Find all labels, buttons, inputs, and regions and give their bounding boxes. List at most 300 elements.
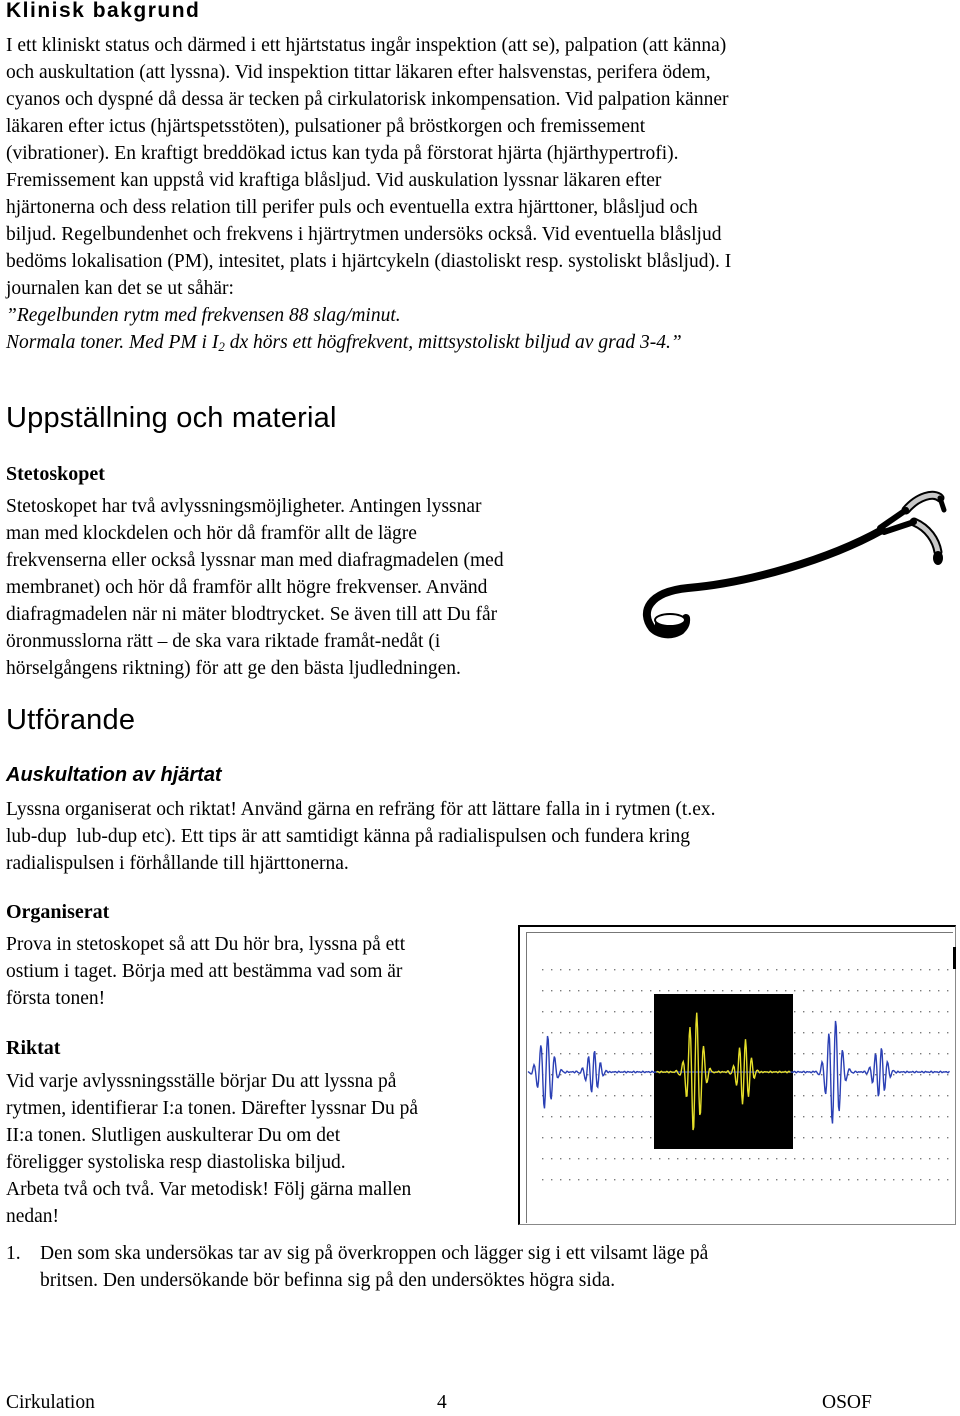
page-number: 4 xyxy=(437,1392,447,1413)
grid-dot xyxy=(551,1011,552,1012)
grid-dot xyxy=(560,1095,561,1096)
grid-dot xyxy=(911,1137,912,1138)
grid-dot xyxy=(578,1011,579,1012)
grid-dot xyxy=(857,1137,858,1138)
grid-dot xyxy=(641,1095,642,1096)
grid-dot xyxy=(866,1053,867,1054)
grid-dot xyxy=(902,1179,903,1180)
grid-dot xyxy=(722,969,723,970)
grid-dot xyxy=(587,1137,588,1138)
grid-dot xyxy=(857,990,858,991)
grid-dot xyxy=(578,969,579,970)
stethoscope-line: hörselgångens riktning) för att ge den bästa ljudledningen. xyxy=(6,658,461,679)
grid-dot xyxy=(596,1116,597,1117)
grid-dot xyxy=(668,1158,669,1159)
grid-dot xyxy=(605,1137,606,1138)
grid-dot xyxy=(929,1053,930,1054)
grid-dot xyxy=(839,1053,840,1054)
grid-dot xyxy=(938,969,939,970)
clinical-line: I ett kliniskt status och därmed i ett hjärtstatus ingår inspektion (att se), palpation (att känna) xyxy=(6,35,727,56)
grid-dot xyxy=(578,1137,579,1138)
grid-dot xyxy=(821,990,822,991)
grid-dot xyxy=(560,1011,561,1012)
grid-dot xyxy=(803,1053,804,1054)
grid-dot xyxy=(839,969,840,970)
grid-dot xyxy=(821,1137,822,1138)
grid-dot xyxy=(551,969,552,970)
grid-dot xyxy=(776,1158,777,1159)
grid-dot xyxy=(740,990,741,991)
grid-dot xyxy=(632,1137,633,1138)
grid-dot xyxy=(677,1158,678,1159)
grid-dot xyxy=(749,1179,750,1180)
grid-dot xyxy=(920,1158,921,1159)
grid-dot xyxy=(875,969,876,970)
organized-paragraph xyxy=(6,931,405,1012)
grid-dot xyxy=(542,1179,543,1180)
grid-dot xyxy=(569,1116,570,1117)
grid-dot xyxy=(551,990,552,991)
grid-dot xyxy=(812,1074,813,1075)
grid-dot xyxy=(875,1179,876,1180)
grid-dot xyxy=(614,1158,615,1159)
grid-dot xyxy=(677,969,678,970)
grid-dot xyxy=(929,1095,930,1096)
section-heading-procedure: Utförande xyxy=(6,704,136,736)
grid-dot xyxy=(893,1116,894,1117)
quote-murmur-text: dx hörs ett högfrekvent, mittsystoliskt biljud av grad 3-4.” xyxy=(224,332,682,353)
grid-dot xyxy=(569,969,570,970)
grid-dot xyxy=(875,1074,876,1075)
grid-dot xyxy=(587,969,588,970)
grid-dot xyxy=(560,969,561,970)
grid-dot xyxy=(812,1032,813,1033)
grid-dot xyxy=(794,1074,795,1075)
grid-dot xyxy=(920,1011,921,1012)
grid-dot xyxy=(587,990,588,991)
grid-dot xyxy=(893,1011,894,1012)
grid-dot xyxy=(677,990,678,991)
grid-dot xyxy=(578,1074,579,1075)
grid-dot xyxy=(614,1011,615,1012)
grid-dot xyxy=(947,1095,948,1096)
grid-dot xyxy=(821,969,822,970)
grid-dot xyxy=(713,969,714,970)
grid-dot xyxy=(731,969,732,970)
grid-dot xyxy=(875,1137,876,1138)
grid-dot xyxy=(947,1011,948,1012)
grid-dot xyxy=(884,1095,885,1096)
grid-dot xyxy=(911,1095,912,1096)
subheading-organized: Organiserat xyxy=(6,901,110,923)
grid-dot xyxy=(884,1137,885,1138)
grid-dot xyxy=(767,969,768,970)
grid-dot xyxy=(884,990,885,991)
grid-dot xyxy=(596,1137,597,1138)
grid-dot xyxy=(569,1032,570,1033)
clinical-line: bedöms lokalisation (PM), intesitet, plats i hjärtcykeln (diastoliskt resp. systoliskt blåsljud). I xyxy=(6,251,732,272)
grid-dot xyxy=(551,1116,552,1117)
grid-dot xyxy=(686,990,687,991)
stethoscope-line: Stetoskopet har två avlyssningsmöjligheter. Antingen lyssnar xyxy=(6,496,482,517)
grid-dot xyxy=(632,1032,633,1033)
grid-dot xyxy=(839,1032,840,1033)
grid-dot xyxy=(650,1074,651,1075)
grid-dot xyxy=(830,969,831,970)
grid-dot xyxy=(947,990,948,991)
grid-dot xyxy=(839,1179,840,1180)
grid-dot xyxy=(884,1053,885,1054)
organized-line: Prova in stetoskopet så att Du hör bra, lyssna på ett xyxy=(6,934,406,955)
list-item-line: britsen. Den undersökande bör befinna sig på den undersöktes högra sida. xyxy=(40,1270,616,1291)
grid-dot xyxy=(893,990,894,991)
organized-line: ostium i taget. Börja med att bestämma vad som är xyxy=(6,961,403,982)
grid-dot xyxy=(803,1011,804,1012)
grid-dot xyxy=(749,969,750,970)
grid-dot xyxy=(857,1032,858,1033)
grid-dot xyxy=(929,1032,930,1033)
auscultation-line: Lyssna organiserat och riktat! Använd gärna en refräng för att lättare falla in i rytmen (t.ex. xyxy=(6,799,716,820)
grid-dot xyxy=(731,1179,732,1180)
grid-dot xyxy=(947,1116,948,1117)
grid-dot xyxy=(704,1158,705,1159)
directed-line: föreligger systoliska resp diastoliska biljud. xyxy=(6,1152,346,1173)
grid-dot xyxy=(659,1158,660,1159)
grid-dot xyxy=(731,1158,732,1159)
grid-dot xyxy=(749,990,750,991)
grid-dot xyxy=(641,969,642,970)
grid-dot xyxy=(551,1032,552,1033)
grid-dot xyxy=(812,1053,813,1054)
directed-line: nedan! xyxy=(6,1206,60,1227)
grid-dot xyxy=(812,990,813,991)
grid-dot xyxy=(821,1116,822,1117)
grid-dot xyxy=(542,969,543,970)
grid-dot xyxy=(758,990,759,991)
grid-dot xyxy=(794,1053,795,1054)
grid-dot xyxy=(614,1095,615,1096)
grid-dot xyxy=(605,990,606,991)
grid-dot xyxy=(605,1095,606,1096)
grid-dot xyxy=(596,1179,597,1180)
grid-dot xyxy=(839,1011,840,1012)
subheading-stethoscope: Stetoskopet xyxy=(6,463,105,485)
grid-dot xyxy=(641,990,642,991)
grid-dot xyxy=(632,1074,633,1075)
auscultation-line: radialispulsen i förhållande till hjärttonerna. xyxy=(6,853,349,874)
grid-dot xyxy=(848,1116,849,1117)
stethoscope-illustration xyxy=(628,488,958,653)
grid-dot xyxy=(713,1179,714,1180)
stethoscope-line: öronmusslorna rätt – de ska vara riktade framåt-nedåt (i xyxy=(6,631,441,652)
grid-dot xyxy=(920,1095,921,1096)
phonocardiogram-figure xyxy=(518,925,956,1225)
grid-dot xyxy=(839,1116,840,1117)
grid-dot xyxy=(866,1095,867,1096)
grid-dot xyxy=(893,969,894,970)
grid-dot xyxy=(902,1074,903,1075)
grid-dot xyxy=(686,1179,687,1180)
grid-dot xyxy=(848,1179,849,1180)
grid-dot xyxy=(920,990,921,991)
stethoscope-line: membranet) och hör då framför allt högre frekvenser. Använd xyxy=(6,577,488,598)
grid-dot xyxy=(785,990,786,991)
grid-dot xyxy=(650,1053,651,1054)
grid-dot xyxy=(614,990,615,991)
grid-dot xyxy=(578,1116,579,1117)
grid-dot xyxy=(857,1053,858,1054)
grid-dot xyxy=(560,1053,561,1054)
stethoscope-paragraph xyxy=(6,493,504,682)
list-item xyxy=(40,1240,708,1294)
grid-dot xyxy=(623,1011,624,1012)
grid-dot xyxy=(794,969,795,970)
grid-dot xyxy=(551,1179,552,1180)
grid-dot xyxy=(830,1179,831,1180)
grid-dot xyxy=(623,969,624,970)
grid-dot xyxy=(884,1032,885,1033)
grid-dot xyxy=(686,969,687,970)
grid-dot xyxy=(920,1053,921,1054)
grid-dot xyxy=(803,1179,804,1180)
grid-dot xyxy=(929,1179,930,1180)
grid-dot xyxy=(893,1074,894,1075)
grid-dot xyxy=(911,1074,912,1075)
grid-dot xyxy=(542,1116,543,1117)
grid-dot xyxy=(947,1137,948,1138)
grid-dot xyxy=(866,1011,867,1012)
grid-dot xyxy=(821,1074,822,1075)
grid-dot xyxy=(560,1116,561,1117)
grid-dot xyxy=(875,1158,876,1159)
grid-dot xyxy=(740,1179,741,1180)
grid-dot xyxy=(605,1011,606,1012)
directed-line: II:a tonen. Slutligen auskulterar Du om det xyxy=(6,1125,341,1146)
grid-dot xyxy=(605,969,606,970)
organized-line: första tonen! xyxy=(6,988,106,1009)
footer-right: OSOF xyxy=(822,1392,872,1413)
grid-dot xyxy=(938,1179,939,1180)
grid-dot xyxy=(938,1158,939,1159)
grid-dot xyxy=(632,1179,633,1180)
grid-dot xyxy=(542,1011,543,1012)
clinical-line: hjärtonerna och dess relation till perifer puls och eventuella extra hjärttoner, blåsljud och xyxy=(6,197,698,218)
grid-dot xyxy=(704,969,705,970)
grid-dot xyxy=(929,990,930,991)
grid-dot xyxy=(938,990,939,991)
grid-dot xyxy=(605,1179,606,1180)
grid-dot xyxy=(911,969,912,970)
grid-dot xyxy=(812,1158,813,1159)
grid-dot xyxy=(641,1137,642,1138)
grid-dot xyxy=(614,1053,615,1054)
grid-dot xyxy=(902,1137,903,1138)
grid-dot xyxy=(578,1095,579,1096)
grid-dot xyxy=(947,1158,948,1159)
grid-dot xyxy=(821,1032,822,1033)
grid-dot xyxy=(569,1158,570,1159)
grid-dot xyxy=(938,1011,939,1012)
grid-dot xyxy=(722,1158,723,1159)
grid-dot xyxy=(596,969,597,970)
grid-dot xyxy=(650,1158,651,1159)
grid-dot xyxy=(947,1179,948,1180)
grid-dot xyxy=(929,1137,930,1138)
grid-dot xyxy=(623,1116,624,1117)
grid-dot xyxy=(614,1032,615,1033)
grid-dot xyxy=(569,990,570,991)
grid-dot xyxy=(587,1179,588,1180)
grid-dot xyxy=(578,1158,579,1159)
grid-dot xyxy=(560,1158,561,1159)
auscultation-paragraph xyxy=(6,796,716,877)
grid-dot xyxy=(569,1179,570,1180)
grid-dot xyxy=(920,969,921,970)
grid-dot xyxy=(938,1095,939,1096)
grid-dot xyxy=(578,1053,579,1054)
grid-dot xyxy=(893,1032,894,1033)
stethoscope-line: diafragmadelen när ni mäter blodtrycket. Se även till att Du får xyxy=(6,604,498,625)
grid-dot xyxy=(704,990,705,991)
grid-dot xyxy=(713,990,714,991)
grid-dot xyxy=(911,1179,912,1180)
grid-dot xyxy=(785,1179,786,1180)
grid-dot xyxy=(767,1179,768,1180)
grid-dot xyxy=(839,990,840,991)
list-number: 1. xyxy=(6,1243,21,1264)
grid-dot xyxy=(794,1158,795,1159)
grid-dot xyxy=(632,1158,633,1159)
grid-dot xyxy=(821,1095,822,1096)
grid-dot xyxy=(623,1095,624,1096)
grid-dot xyxy=(614,1179,615,1180)
grid-dot xyxy=(803,990,804,991)
grid-dot xyxy=(659,1179,660,1180)
grid-dot xyxy=(794,1095,795,1096)
clinical-line: cyanos och dyspné då dessa är tecken på cirkulatorisk inkompensation. Vid palpation känner xyxy=(6,89,729,110)
section-heading-setup: Uppställning och material xyxy=(6,402,337,434)
grid-dot xyxy=(668,1179,669,1180)
grid-dot xyxy=(623,1053,624,1054)
clinical-line: journalen kan det se ut såhär: xyxy=(6,278,234,299)
grid-dot xyxy=(758,1179,759,1180)
grid-dot xyxy=(938,1053,939,1054)
grid-dot xyxy=(713,1158,714,1159)
grid-dot xyxy=(848,990,849,991)
grid-dot xyxy=(632,1095,633,1096)
grid-dot xyxy=(641,1053,642,1054)
grid-dot xyxy=(650,1095,651,1096)
grid-dot xyxy=(551,1158,552,1159)
grid-dot xyxy=(947,1032,948,1033)
grid-dot xyxy=(785,1158,786,1159)
grid-dot xyxy=(848,1137,849,1138)
grid-dot xyxy=(650,1137,651,1138)
grid-dot xyxy=(911,1011,912,1012)
grid-dot xyxy=(767,1158,768,1159)
grid-dot xyxy=(875,1116,876,1117)
grid-dot xyxy=(560,990,561,991)
grid-dot xyxy=(605,1053,606,1054)
quote-pm-text: . Med PM i I xyxy=(119,332,219,353)
grid-dot xyxy=(614,1074,615,1075)
grid-dot xyxy=(668,969,669,970)
grid-dot xyxy=(542,1032,543,1033)
grid-dot xyxy=(650,969,651,970)
grid-dot xyxy=(776,990,777,991)
grid-dot xyxy=(884,969,885,970)
phonocardiogram-svg xyxy=(520,927,956,1225)
grid-dot xyxy=(902,1095,903,1096)
grid-dot xyxy=(803,1137,804,1138)
grid-dot xyxy=(587,1032,588,1033)
grid-dot xyxy=(623,1179,624,1180)
grid-dot xyxy=(641,1116,642,1117)
clinical-line: Fremissement kan uppstå vid kraftiga blåsljud. Vid auskulation lyssnar läkaren efter xyxy=(6,170,662,191)
grid-dot xyxy=(641,1032,642,1033)
grid-dot xyxy=(659,990,660,991)
grid-dot xyxy=(596,1095,597,1096)
grid-dot xyxy=(641,1011,642,1012)
grid-dot xyxy=(794,1011,795,1012)
grid-dot xyxy=(848,1095,849,1096)
grid-dot xyxy=(623,1137,624,1138)
clinical-line: biljud. Regelbundenhet och frekvens i hjärtrytmen undersöks också. Vid eventuella blåsljud xyxy=(6,224,722,245)
grid-dot xyxy=(578,1032,579,1033)
grid-dot xyxy=(857,1158,858,1159)
grid-dot xyxy=(866,969,867,970)
grid-dot xyxy=(659,969,660,970)
grid-dot xyxy=(857,1116,858,1117)
grid-dot xyxy=(614,1116,615,1117)
grid-dot xyxy=(848,1158,849,1159)
grid-dot xyxy=(875,990,876,991)
grid-dot xyxy=(632,969,633,970)
grid-dot xyxy=(803,1032,804,1033)
grid-dot xyxy=(857,1095,858,1096)
grid-dot xyxy=(758,1158,759,1159)
grid-dot xyxy=(704,1179,705,1180)
directed-line: rytmen, identifierar I:a tonen. Därefter lyssnar Du på xyxy=(6,1098,419,1119)
grid-dot xyxy=(641,1179,642,1180)
grid-dot xyxy=(758,969,759,970)
directed-line: Vid varje avlyssningsställe börjar Du att lyssna på xyxy=(6,1071,397,1092)
grid-dot xyxy=(938,1074,939,1075)
clinical-line: och auskultation (att lyssna). Vid inspektion tittar läkaren efter halsvenstas, perifera ödem, xyxy=(6,62,711,83)
grid-dot xyxy=(830,1032,831,1033)
grid-dot xyxy=(812,1179,813,1180)
grid-dot xyxy=(677,1179,678,1180)
grid-dot xyxy=(551,1053,552,1054)
grid-dot xyxy=(794,990,795,991)
grid-dot xyxy=(938,1116,939,1117)
grid-dot xyxy=(695,990,696,991)
grid-dot xyxy=(929,1158,930,1159)
grid-dot xyxy=(632,990,633,991)
grid-dot xyxy=(767,990,768,991)
grid-dot xyxy=(668,990,669,991)
grid-dot xyxy=(551,1137,552,1138)
grid-dot xyxy=(560,1074,561,1075)
grid-dot xyxy=(875,1032,876,1033)
journal-quote-line-1: ”Regelbunden rytm med frekvensen 88 slag/minut. xyxy=(6,305,401,326)
grid-dot xyxy=(866,1158,867,1159)
grid-dot xyxy=(785,969,786,970)
grid-dot xyxy=(911,990,912,991)
grid-dot xyxy=(830,1011,831,1012)
grid-dot xyxy=(839,1158,840,1159)
grid-dot xyxy=(695,1179,696,1180)
